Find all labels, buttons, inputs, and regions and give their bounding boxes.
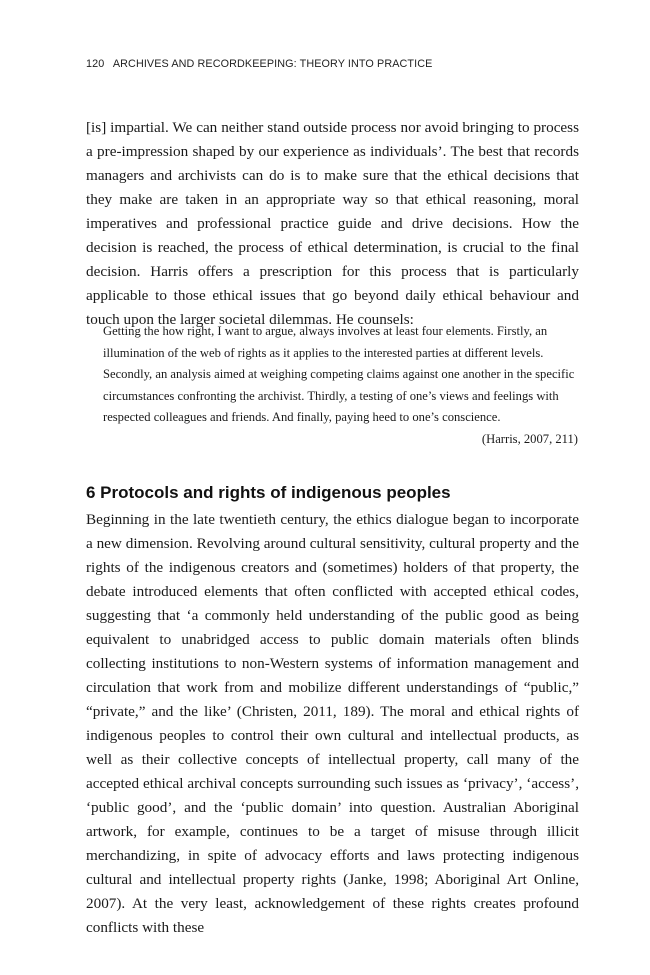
section-heading: 6 Protocols and rights of indigenous peoples (86, 483, 451, 502)
running-head-title: ARCHIVES AND RECORDKEEPING: THEORY INTO PRACTICE (112, 58, 433, 70)
block-quote (103, 321, 578, 451)
running-head (86, 58, 586, 70)
block-quote-text: Getting the how right, I want to argue, always involves at least four elements. Firstly, an illumination of the web of rights as it applies to the interested parties at different levels. Secondly, an analysis aimed at weighing competing claims against one another in the specific circumstances confronting the archivist. Thirdly, a testing of one’s views and feelings with respected colleagues and friends. And finally, paying heed to one’s conscience. (103, 324, 575, 425)
body-paragraph-2: Beginning in the late twentieth century, the ethics dialogue began to incorporate a new dimension. Revolving around cultural sensitivity, cultural property and the rights of the indigenous creators and (sometimes) holders of that property, the debate introduced elements that often conflicted with accepted ethical codes, suggesting that ‘a commonly held understanding of the public good as being equivalent to unabridged access to public domain materials often blinds collecting institutions to non-Western systems of information management and circulation that work from and mobilize different understandings of “public,” “private,” and the like’ (Christen, 2011, 189). The moral and ethical rights of indigenous peoples to control their own cultural and intellectual products, as well as their collective concepts of intellectual property, call many of the accepted ethical archival concepts surrounding such issues as ‘privacy’, ‘access’, ‘public good’, and the ‘public domain’ into question. Australian Aboriginal artwork, for example, continues to be a target of misuse through illicit merchandizing, in spite of advocacy efforts and laws protecting indigenous cultural and intellectual property rights (Janke, 1998; Aboriginal Art Online, 2007). At the very least, acknowledgement of these rights creates profound conflicts with these (86, 511, 579, 936)
body-paragraph-1: [is] impartial. We can neither stand outside process nor avoid bringing to process a pre-impression shaped by our experience as individuals’. The best that records managers and archivists can do is to make sure that the ethical decisions that they make are taken in an appropriate way so that ethical reasoning, moral imperatives and professional practice guide and drive decisions. How the decision is reached, the process of ethical determination, is crucial to the final decision. Harris offers a prescription for this process that is particularly applicable to those ethical issues that go beyond daily ethical behaviour and touch upon the larger societal dilemmas. He counsels: (86, 119, 579, 328)
quote-citation: (Harris, 2007, 211) (481, 431, 578, 446)
page-number: 120 (86, 58, 105, 70)
